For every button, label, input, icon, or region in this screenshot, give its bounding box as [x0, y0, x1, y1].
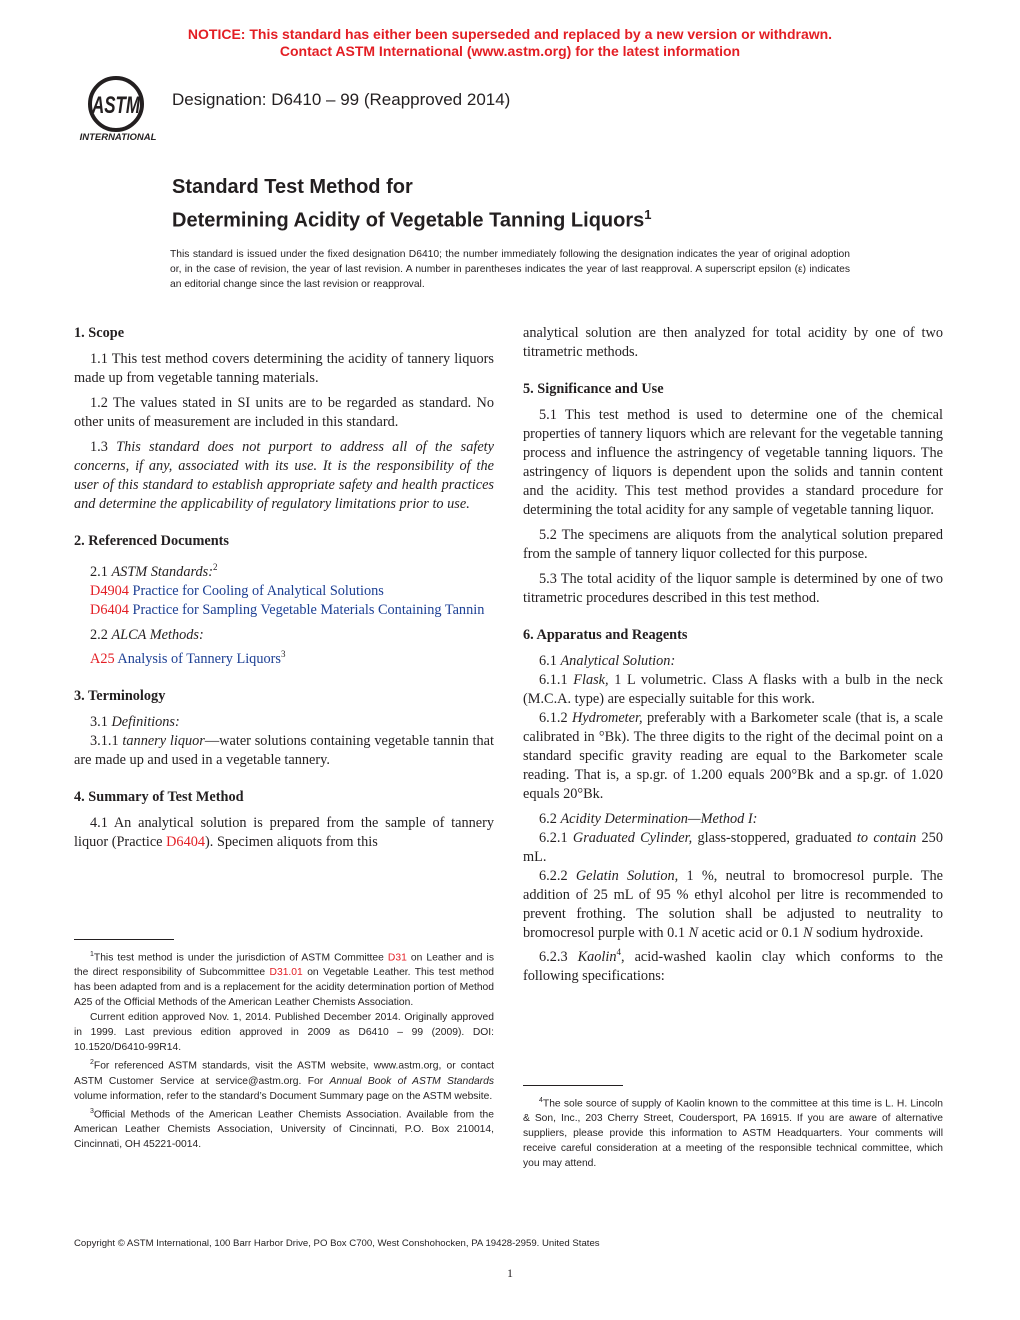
- scope-1-1: 1.1 This test method covers determining the acidity of tannery liquors made up from vegetable tanning materials.: [74, 351, 494, 386]
- copyright: Copyright © ASTM International, 100 Barr Harbor Drive, PO Box C700, West Conshohocken, PA 19428-2959. United States: [74, 1238, 600, 1249]
- significance-5-2: 5.2 The specimens are aliquots from the analytical solution prepared from the sample of tannery liquor collected for this purpose.: [523, 527, 943, 562]
- footnote-d3101-link[interactable]: D31.01: [269, 967, 303, 979]
- apparatus-6-2-1: 6.2.1 Graduated Cylinder, glass-stoppered, graduated to contain 250 mL.: [523, 830, 943, 865]
- def-tannery-liquor: 3.1.1 tannery liquor—water solutions containing vegetable tannin that are made up and used in a vegetable tannery.: [74, 732, 494, 768]
- apparatus-6-1-1: 6.1.1 Flask, 1 L volumetric. Class A flasks with a bulb in the neck (M.C.A. type) are especially suitable for this work.: [523, 672, 944, 707]
- logo-caption: INTERNATIONAL: [79, 132, 157, 143]
- footnote-rule-left: [74, 939, 174, 940]
- title-footnote-ref[interactable]: 1: [644, 207, 652, 222]
- astm-logo: [72, 70, 164, 146]
- scope-1-3: 1.3 This standard does not purport to address all of the safety concerns, if any, associated with its use. It is the responsibility of the user of this standard to establish appropriate safety and health practices and determine the applicability of regulatory limitations prior to use.: [74, 439, 494, 512]
- apparatus-6-2-3: 6.2.3 Kaolin$^4$, acid-washed kaolin clay which conforms to the following specifications:: [523, 947, 943, 984]
- logo-letters: ASTM: [91, 92, 141, 119]
- summary-heading: 4. Summary of Test Method: [74, 788, 244, 805]
- ref-a25[interactable]: A25 Analysis of Tannery Liquors$^3$: [90, 648, 286, 667]
- ref-d4904-code[interactable]: D4904: [90, 582, 129, 599]
- footnote-2: $^2$For referenced ASTM standards, visit the ASTM website, www.astm.org, or contact ASTM Customer Service at service@astm.org. For Annual Book of ASTM Standards volume information, refer to the standard’s Document Summary page on the ASTM website.: [74, 1059, 494, 1102]
- apparatus-6-1: 6.1 Analytical Solution:: [539, 653, 676, 669]
- notice-line-2: Contact ASTM International (www.astm.org) for the latest information: [279, 43, 741, 59]
- alca-methods-label: 2.2 ALCA Methods:: [90, 626, 204, 643]
- page-number: 1: [507, 1266, 513, 1280]
- designation: Designation: D6410 – 99 (Reapproved 2014): [172, 90, 511, 109]
- astm-standards-label: 2.1 ASTM Standards:$^2$: [90, 562, 218, 580]
- significance-5-3: 5.3 The total acidity of the liquor sample is determined by one of two titrametric procedures described in this test method.: [523, 571, 943, 606]
- terminology-heading: 3. Terminology: [74, 687, 166, 704]
- ref-d6404-title[interactable]: Practice for Sampling Vegetable Materials Containing Tannin: [132, 601, 485, 618]
- significance-heading: 5. Significance and Use: [523, 381, 664, 397]
- significance-5-1: 5.1 This test method is used to determine one of the chemical properties of tannery liquors which are relevant for the vegetable tanning process and influence the astringency of vegetable tanning liquors. The astringency of liquors is dependent upon the solids and tannin content and the acidity. This test method provides a standard procedure for determining the total acidity for any sample of vegetable tanning liquor.: [523, 407, 943, 518]
- footnotes-left: [74, 947, 494, 1152]
- apparatus-heading: 6. Apparatus and Reagents: [523, 627, 688, 643]
- ref-d6404[interactable]: [74, 601, 494, 620]
- preamble: This standard is issued under the fixed designation D6410; the number immediately following the designation indicates the year of original adoption or, in the case of revision, the year of last revision. A number in parentheses indicates the year of last reapproval. A superscript epsilon (ε) indicates an editorial change since the last revision or reapproval.: [170, 249, 850, 290]
- title-line-2: Determining Acidity of Vegetable Tanning Liquors: [172, 209, 645, 232]
- footnote-1-edition: Current edition approved Nov. 1, 2014. Published December 2014. Originally approved in 1999. Last previous edition approved in 2009 as D6410 – 99 (2009). DOI: 10.1520/D6410-99R14.: [74, 1012, 494, 1054]
- scope-heading: 1. Scope: [74, 325, 125, 341]
- summary-4-1-cont: analytical solution are then analyzed for total acidity by one of two titrametric methods.: [523, 325, 943, 360]
- document-title: [172, 174, 652, 235]
- footnote-1: $^1$This test method is under the jurisdiction of ASTM Committee D31 on Leather and is the direct responsibility of Subcommittee D31.01 on Vegetable Leather. This test method has been adapted from and is a replacement for the acidity determination portion of Method A25 of the Official Methods of the American Leather Chemists Association.: [74, 951, 494, 1009]
- refdocs-heading: 2. Referenced Documents: [74, 533, 229, 549]
- ref-d4904[interactable]: [74, 582, 494, 601]
- definitions-label: 3.1 Definitions:: [90, 713, 180, 730]
- notice-banner: [0, 26, 1020, 60]
- apparatus-6-2-2: 6.2.2 Gelatin Solution, 1 %, neutral to bromocresol purple. The addition of 25 mL of 95 % ethyl alcohol per litre is recommended to prevent frothing. The solution shall be adjusted to neutrality to bromocresol purple with 0.1 N acetic acid or 0.1 N sodium hydroxide.: [523, 868, 943, 941]
- ref-d6404-code[interactable]: D6404: [90, 601, 129, 618]
- apparatus-6-2: 6.2 Acidity Determination—Method I:: [539, 811, 758, 827]
- summary-4-1: 4.1 An analytical solution is prepared from the sample of tannery liquor (Practice D6404). Specimen aliquots from this: [74, 814, 494, 850]
- footnote-rule-right: [523, 1085, 623, 1086]
- title-line-1: Standard Test Method for: [172, 176, 413, 198]
- summary-d6404-link[interactable]: D6404: [166, 833, 206, 850]
- left-column: [74, 322, 494, 858]
- right-column: [523, 322, 943, 986]
- ref-d4904-title[interactable]: Practice for Cooling of Analytical Solutions: [132, 582, 384, 599]
- ref-a25-code[interactable]: A25: [90, 650, 115, 667]
- footnotes-right: [523, 1093, 943, 1171]
- footnote-4: $^4$The sole source of supply of Kaolin known to the committee at this time is L. H. Lincoln & Son, Inc., 203 Cherry Street, Coudersport, PA 16915. If you are aware of alternative suppliers, please provide this information to ASTM Headquarters. Your comments will receive careful consideration at a meeting of the responsible technical committee, which you may attend.: [523, 1097, 943, 1170]
- ref-a25-title[interactable]: Analysis of Tannery Liquors: [117, 650, 281, 667]
- footnote-d31-link[interactable]: D31: [387, 952, 407, 964]
- footnote-3: $^3$Official Methods of the American Leather Chemists Association. Available from the American Leather Chemists Association, University of Cincinnati, P.O. Box 210014, Cincinnati, OH 45221-0014.: [74, 1107, 494, 1151]
- apparatus-6-1-2: 6.1.2 Hydrometer, preferably with a Barkometer scale (that is, a scale calibrated in °Bk). The three digits to the right of the decimal point on a standard specific gravity reading are equal to the Barkometer scale reading. That is, a sp.gr. of 1.200 equals 200°Bk and a sp.gr. of 1.020 equals 20°Bk.: [523, 710, 943, 802]
- scope-1-2: 1.2 The values stated in SI units are to be regarded as standard. No other units of measurement are included in this standard.: [74, 395, 494, 430]
- notice-line-1: NOTICE: This standard has either been superseded and replaced by a new version or withdrawn.: [187, 26, 833, 42]
